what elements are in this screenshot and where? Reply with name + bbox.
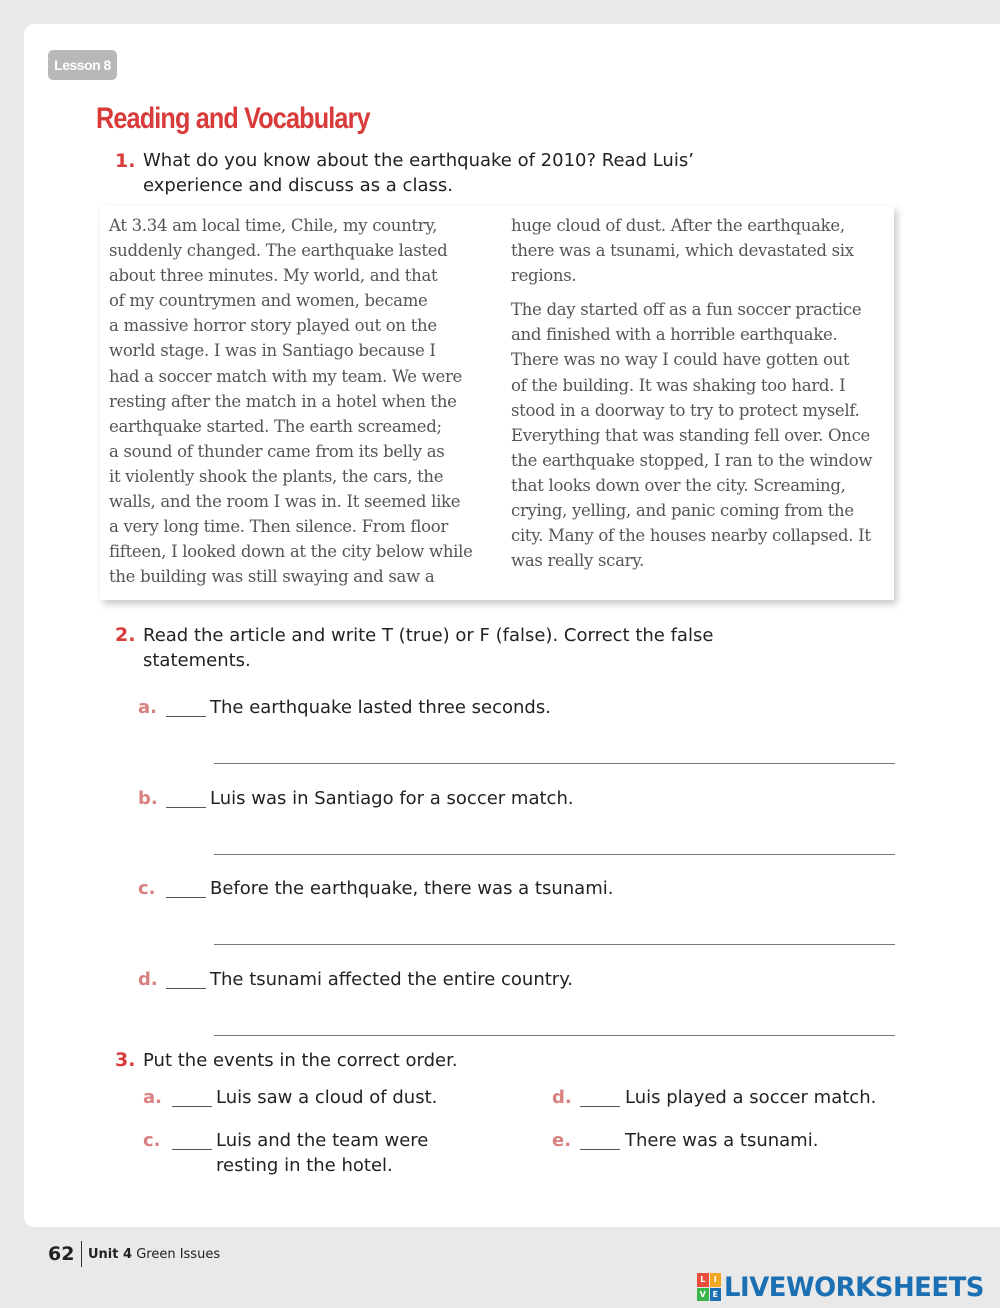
ex3-item-letter: a.	[143, 1087, 162, 1108]
article-paragraph	[511, 213, 891, 288]
liveworksheets-brand	[697, 1271, 995, 1303]
order-answer-blank[interactable]	[172, 1149, 212, 1150]
ex3-item-text: Luis played a soccer match.	[625, 1087, 877, 1108]
order-answer-input[interactable]	[580, 1128, 620, 1150]
article-line: stood in a doorway to try to protect myself.	[511, 400, 860, 420]
brand-text: LIVEWORKSHEETS	[724, 1271, 985, 1303]
article-line: about three minutes. My world, and that	[109, 266, 438, 286]
order-answer-blank[interactable]	[172, 1106, 212, 1107]
ex2-item-letter: d.	[138, 969, 158, 990]
ex1-instruction	[143, 148, 694, 198]
tf-answer-input[interactable]	[166, 786, 206, 808]
order-answer-input[interactable]	[172, 1085, 212, 1107]
ex2-item-text: The earthquake lasted three seconds.	[210, 697, 551, 718]
article-line: was really scary.	[511, 551, 644, 571]
article-line: The day started off as a fun soccer practice	[511, 300, 862, 320]
article-line: had a soccer match with my team. We were	[109, 366, 463, 386]
ex1-instruction-line2: experience and discuss as a class.	[143, 175, 453, 196]
unit-title: Green Issues	[136, 1247, 221, 1262]
article-paragraph	[511, 297, 891, 573]
order-answer-input[interactable]	[172, 1128, 212, 1150]
article-left-column	[109, 213, 489, 589]
article-line: it violently shook the plants, the cars, the	[109, 466, 444, 486]
article-line: world stage. I was in Santiago because I	[109, 341, 436, 361]
article-line: regions.	[511, 266, 577, 286]
article-line: a very long time. Then silence. From floor	[109, 517, 448, 537]
ex3-item-letter: d.	[552, 1087, 572, 1108]
ex3-number: 3.	[115, 1049, 136, 1071]
footer-divider	[81, 1241, 82, 1267]
article-line: walls, and the room I was in. It seemed like	[109, 492, 461, 512]
ex2-instruction-line1: Read the article and write T (true) or F (false). Correct the false	[143, 625, 714, 646]
article-line: of the building. It was shaking too hard. I	[511, 375, 846, 395]
article-line: There was no way I could have gotten out	[511, 350, 850, 370]
article-line: crying, yelling, and panic coming from the	[511, 501, 854, 521]
order-answer-blank[interactable]	[580, 1149, 620, 1150]
ex2-instruction-line2: statements.	[143, 650, 251, 671]
tf-answer-input[interactable]	[166, 967, 206, 989]
correction-line[interactable]	[214, 1035, 895, 1036]
ex2-instruction	[143, 623, 713, 673]
article-line: that looks down over the city. Screaming,	[511, 475, 846, 495]
ex2-number: 2.	[115, 624, 136, 646]
article-line: city. Many of the houses nearby collapsed. It	[511, 526, 871, 546]
tf-answer-input[interactable]	[166, 695, 206, 717]
correction-line[interactable]	[214, 944, 895, 945]
ex3-item-text: Luis saw a cloud of dust.	[216, 1087, 438, 1108]
article-line: and finished with a horrible earthquake.	[511, 325, 838, 345]
correction-line[interactable]	[214, 763, 895, 764]
section-heading: Reading and Vocabulary	[96, 102, 370, 135]
article-line: there was a tsunami, which devastated six	[511, 241, 854, 261]
ex3-item-text-line2: resting in the hotel.	[216, 1155, 393, 1176]
ex3-item-text	[216, 1128, 428, 1178]
article-line: a massive horror story played out on the	[109, 316, 437, 336]
article-line: resting after the match in a hotel when the	[109, 391, 457, 411]
liveworksheets-logo-icon	[697, 1273, 721, 1301]
unit-number: Unit 4	[88, 1247, 133, 1262]
logo-letter: E	[710, 1288, 722, 1302]
ex1-instruction-line1: What do you know about the earthquake of 2010? Read Luis’	[143, 150, 694, 171]
ex3-item-letter: e.	[552, 1130, 572, 1151]
ex2-item-text: The tsunami affected the entire country.	[210, 969, 574, 990]
correction-line[interactable]	[214, 854, 895, 855]
ex3-item-letter: c.	[143, 1130, 161, 1151]
article-line: fifteen, I looked down at the city below while	[109, 542, 473, 562]
logo-letter: I	[710, 1273, 722, 1287]
article-line: Everything that was standing fell over. Once	[511, 425, 871, 445]
article-box	[100, 206, 894, 600]
ex2-item-letter: b.	[138, 788, 158, 809]
ex2-item-letter: a.	[138, 697, 157, 718]
ex3-instruction: Put the events in the correct order.	[143, 1050, 458, 1071]
order-answer-blank[interactable]	[580, 1106, 620, 1107]
article-line: earthquake started. The earth screamed;	[109, 416, 442, 436]
ex3-item-text-line1: Luis and the team were	[216, 1130, 429, 1151]
order-answer-input[interactable]	[580, 1085, 620, 1107]
article-line: suddenly changed. The earthquake lasted	[109, 241, 448, 261]
article-right-column	[511, 213, 891, 582]
tf-answer-blank[interactable]	[166, 897, 206, 898]
unit-label	[88, 1247, 220, 1262]
ex1-number: 1.	[115, 150, 136, 172]
article-line: huge cloud of dust. After the earthquake,	[511, 216, 845, 235]
tf-answer-input[interactable]	[166, 876, 206, 898]
ex3-item-text: There was a tsunami.	[625, 1130, 819, 1151]
page-number: 62	[48, 1243, 75, 1265]
ex2-item-text: Luis was in Santiago for a soccer match.	[210, 788, 574, 809]
article-line: the earthquake stopped, I ran to the window	[511, 450, 873, 470]
ex2-item-text: Before the earthquake, there was a tsunami.	[210, 878, 614, 899]
lesson-tag: Lesson 8	[48, 50, 117, 80]
article-line: the building was still swaying and saw a	[109, 567, 435, 587]
article-line: At 3.34 am local time, Chile, my country,	[109, 216, 438, 235]
logo-letter: L	[697, 1273, 709, 1287]
article-line: a sound of thunder came from its belly as	[109, 441, 445, 461]
tf-answer-blank[interactable]	[166, 807, 206, 808]
ex2-item-letter: c.	[138, 878, 156, 899]
article-line: of my countrymen and women, became	[109, 291, 428, 311]
tf-answer-blank[interactable]	[166, 988, 206, 989]
logo-letter: V	[697, 1288, 709, 1302]
tf-answer-blank[interactable]	[166, 716, 206, 717]
